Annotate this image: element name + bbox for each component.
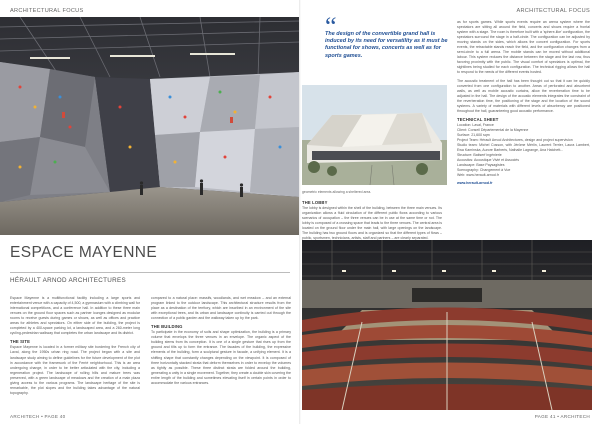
grand-hall-photo (302, 240, 592, 410)
site-paragraph: Espace Mayenne is located in a former military site bordering the French city of Laval, along the 1950s urban ring road. The project began with a site and landscape study aiming to define guidelines for the future development of the plot in accordance with the framework of the Ferrié neighborhood. This is an area undergoing change, in order to be better articulated with the city, including a regeneration project. The landscape of rolling hills and mature trees was preserved, with a green landscape of meadows and the creation of a main plaza giving access to the various programs. The landscape heritage of the site is remarkable, the plot slopes and the building takes advantage of the natural topography. (10, 345, 140, 395)
page-title: ESPACE MAYENNE (10, 244, 158, 261)
climbing-gym-illustration (0, 17, 300, 235)
grand-hall-illustration (302, 240, 592, 410)
hall-config-paragraph: as for sports games. While sports events require an arena system where the spectators are sitting all around the field, concerts and shows require a frontal system with a stage. The room is therefore built with a 'sphere-like' configuration, the spectators surround the stage in a half-circle. The configuration can be adjusted by moving stands on the sides, which allows the concert configuration. For sports events, the retractable stands reach the field, and the configuration changes from a semi-circle to a full arena. The mobile stands can be moved without additional labour. This system reduces the distance between the stage and the last row, thus favoring proximity with the public. The visual comfort of spectators is optimal, the sightlines being studied for each configuration. The technical rigging allows the hall to respond to the needs of the different events hosted. (457, 20, 590, 75)
section-tag-right: ARCHITECTURAL FOCUS (516, 8, 590, 14)
lobby-heading: THE LOBBY (302, 200, 328, 206)
article-column-1 (10, 296, 140, 406)
technical-sheet-heading: TECHNICAL SHEET (457, 116, 499, 122)
footer-left: ARCHITECH • PAGE 40 (10, 414, 66, 419)
technical-sheet-text: Location: Laval, France Client: Conseil Départemental de la Mayenne Surface: 21,600 sqm Project Team: Hérault Arnod Architectures, design and project supervision Studio team: Michel Cosson, with Jérôme Mérlin, Laurent Terrier, Laura Lambert, Ewa Kaminska, Aurore Barberis, Nathalie Lagrange, Ana Hatchett... Structure: Batiserf ingénierie Acoustics: Acoustique Vivié et Associés Landscape: Base Paysagistes Scenography: Changement à Vue Web: www.herault-arnod.fr (457, 122, 590, 178)
article-column-2 (151, 296, 291, 406)
building-heading: THE BUILDING (151, 324, 183, 330)
title-divider (10, 272, 290, 273)
exterior-photo (302, 85, 447, 185)
landscape-paragraph: compared to a natural place: massifs, woodlands, and wet meadow – and an external program linked to the outdoor landscape. This architectural structure results from the place as a destination of the territory, which are inscribed in an environment of the site with exceptional trees, and its urban and landscape continuity is carried out through the connection of a public garden and the walkway taken up by the park. (151, 296, 291, 321)
page-subtitle: HÉRAULT ARNOD ARCHITECTURES (10, 277, 126, 284)
footer-right: PAGE 41 • ARCHITECH (534, 414, 590, 419)
quote-mark-icon: “ (325, 12, 337, 41)
pull-quote: The design of the convertible grand hall is induced by its need for versatility as it must be functional for shows, concerts as well as for sports games. (325, 31, 448, 59)
exterior-illustration (302, 85, 447, 185)
website-link[interactable]: www.herault-arnod.fr (457, 181, 493, 186)
section-tag-left: ARCHITECTURAL FOCUS (10, 8, 84, 14)
acoustic-paragraph: The acoustic treatment of the hall has been thought out so that it can be quickly converted from one configuration to another. Areas of perforated and absorbent walls, as well as mobile acoustic curtains, allow the reverberation time to be adjusted in the hall. The design of the acoustic elements integrates the constraint of the reverberation time, the positioning of the stage and the location of the sound systems. A variety of materials with different levels of absorbency are positioned throughout the hall, guaranteeing good acoustic performance. (457, 78, 590, 113)
site-heading: THE SITE (10, 339, 31, 345)
climbing-gym-photo (0, 17, 300, 235)
photo-caption: geometric elements allowing a sheltered area. (302, 190, 372, 194)
intro-paragraph: Espace Mayenne is a multifunctional facility including a large sports and entertainment venue with a capacity of 4,500, a gymnasium with a climbing wall for international competitions, and a conference hall. In addition to these three main venues on the ground floor spaces such as partner lounges designed as modular rooms to receive guests during games or shows, as well as offices and practice areas for athletes and spectators. On either side of the building, the project is completed by a 400-space parking lot, a landscaped area, and a 260-meter long cycling-pedestrian walkway that completes the urban landscape and its district. (10, 296, 140, 336)
building-paragraph: To participate in the economy of soils and shape optimization, the building is a primary volume that envelops the three venues in an envelope. The organic aspect of the building stems from its conception. It is one of a single gesture that rises up from the ground and tilts up to form the entrance. The facades of the building, the expressive elements of the building, form a sculptural gesture in facade, a unifying element. It is a shifting shape that constantly changes depending on the viewpoint. It is composed of three horizontally stacked strata that deform themselves in order to envelop the volumes as tightly as possible. These three distinct strata are folded around the building, generating a unity in a single movement. Together, they create a double skin covering the entire length of the building and sometimes elevating itself in certain points in order to accommodate the various entrances. (151, 330, 291, 385)
lobby-paragraph: The lobby is designed within the shell of the building, between the three main venues. Its organization allows a fluid circulation of the different public flows according to various scenarios of occupation – the three venues can be in use at the same time or not. The lobby is composed of a crossing space that leads to the three venues. The central area is located on the ground floor under the main hall, with large openings on the landscape. The building has two ground floors and is organized so that the different types of flows – public, sportsmen, technicians, artists, staff and partners – are clearly separated. (302, 206, 442, 241)
